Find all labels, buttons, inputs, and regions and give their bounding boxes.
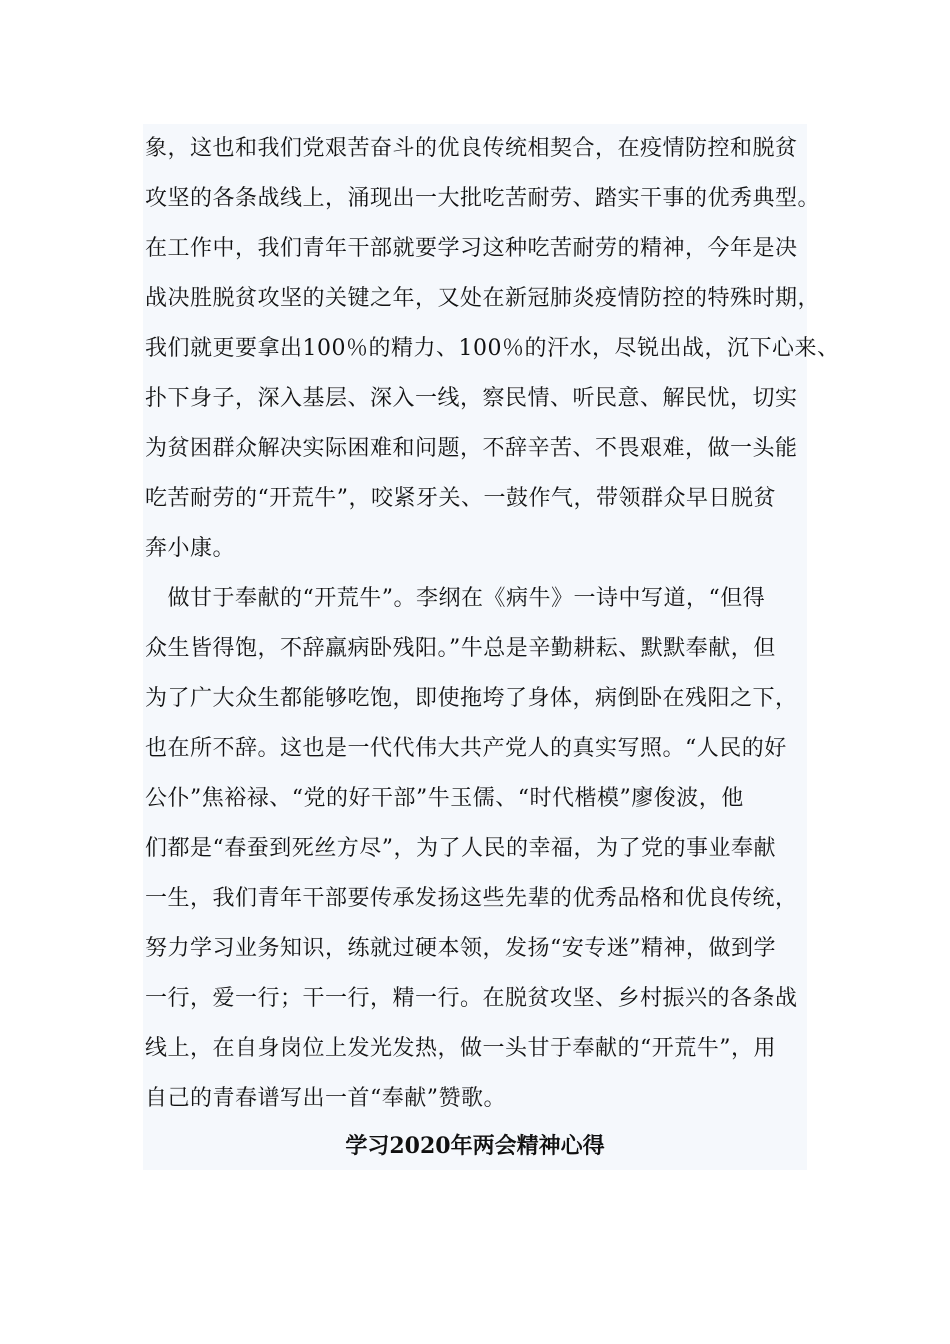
paragraph-line: 在工作中，我们青年干部就要学习这种吃苦耐劳的精神，今年是决 — [145, 236, 798, 261]
paragraph-line: 战决胜脱贫攻坚的关键之年，又处在新冠肺炎疫情防控的特殊时期， — [145, 286, 821, 311]
paragraph-line: 公仆”焦裕禄、“党的好干部”牛玉儒、“时代楷模”廖俊波，他 — [145, 786, 744, 811]
paragraph-line: 攻坚的各条战线上，涌现出一大批吃苦耐劳、踏实干事的优秀典型。 — [145, 186, 821, 211]
paragraph-line: 奔小康。 — [145, 536, 236, 561]
paragraph-line: 线上，在自身岗位上发光发热，做一头甘于奉献的“开荒牛”，用 — [145, 1036, 776, 1061]
paragraph-line: 们都是“春蚕到死丝方尽”，为了人民的幸福，为了党的事业奉献 — [145, 836, 776, 861]
paragraph-line: 努力学习业务知识，练就过硬本领，发扬“安专迷”精神，做到学 — [145, 936, 776, 961]
paragraph-line: 我们就更要拿出100％的精力、100％的汗水，尽锐出战，沉下心来、 — [145, 336, 840, 361]
paragraph-line: 吃苦耐劳的“开荒牛”，咬紧牙关、一鼓作气，带领群众早日脱贫 — [145, 486, 776, 511]
section-title: 学习2020年两会精神心得 — [345, 1133, 605, 1159]
paragraph-line: 为贫困群众解决实际困难和问题，不辞辛苦、不畏艰难，做一头能 — [145, 436, 798, 461]
paragraph-line: 一生，我们青年干部要传承发扬这些先辈的优秀品格和优良传统， — [145, 886, 798, 911]
paragraph-line: 扑下身子，深入基层、深入一线，察民情、听民意、解民忧，切实 — [145, 386, 798, 411]
paragraph-line: 也在所不辞。这也是一代代伟大共产党人的真实写照。“人民的好 — [145, 736, 787, 761]
paragraph-line: 做甘于奉献的“开荒牛”。李纲在《病牛》一诗中写道，“但得 — [145, 586, 766, 611]
paragraph-line: 为了广大众生都能够吃饱，即使拖垮了身体，病倒卧在残阳之下， — [145, 686, 798, 711]
paragraph-line: 自己的青春谱写出一首“奉献”赞歌。 — [145, 1086, 506, 1111]
paragraph-line: 众生皆得饱，不辞羸病卧残阳。”牛总是辛勤耕耘、默默奉献，但 — [145, 636, 776, 661]
paragraph-line: 一行，爱一行；干一行，精一行。在脱贫攻坚、乡村振兴的各条战 — [145, 986, 798, 1011]
paragraph-line: 象，这也和我们党艰苦奋斗的优良传统相契合，在疫情防控和脱贫 — [145, 136, 798, 161]
